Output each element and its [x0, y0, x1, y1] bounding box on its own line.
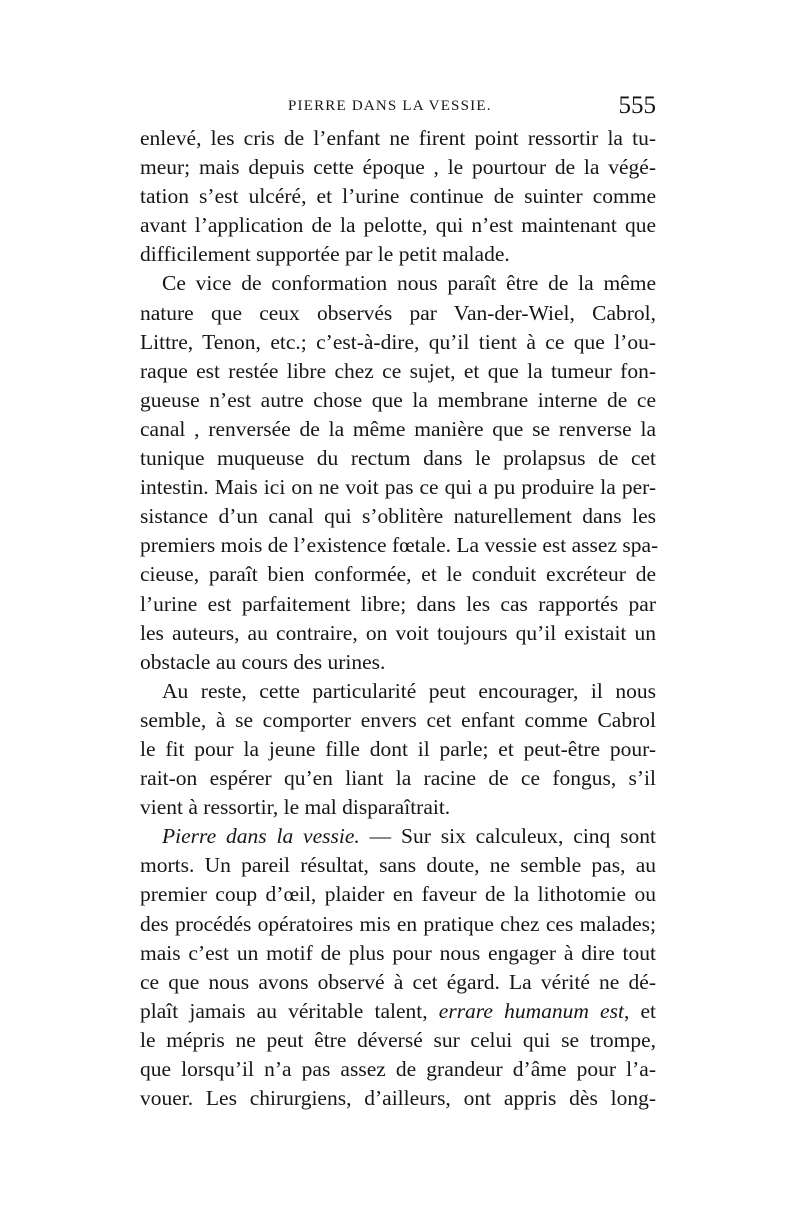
- text-line: obstacle au cours des urines.: [140, 649, 386, 674]
- text-line: difficilement supportée par le petit malade.: [140, 242, 510, 267]
- page-number: 555: [618, 92, 656, 119]
- text-line: vouer. Les chirurgiens, d’ailleurs, ont appris dès long-: [140, 1086, 656, 1111]
- text-run: — Sur six calculeux, cinq sont: [369, 824, 657, 849]
- text-line: les auteurs, au contraire, on voit toujours qu’il existait un: [140, 620, 656, 645]
- text-line: canal , renversée de la même manière que se renverse la: [140, 416, 656, 441]
- text-line: [140, 997, 656, 1026]
- text-line: meur; mais depuis cette époque , le pourtour de la végé-: [140, 155, 656, 180]
- text-line: semble, à se comporter envers cet enfant comme Cabrol: [140, 707, 656, 732]
- text-line: le mépris ne peut être déversé sur celui qui se trompe,: [140, 1027, 656, 1052]
- text-line: [140, 822, 656, 851]
- latin-phrase-italic: errare humanum est: [438, 998, 624, 1023]
- text-line: premiers mois de l’existence fœtale. La vessie est assez spa-: [140, 533, 659, 558]
- text-line: ce que nous avons observé à cet égard. La vérité ne dé-: [140, 969, 656, 994]
- text-line: des procédés opératoires mis en pratique chez ces malades;: [140, 911, 656, 936]
- text-line: nature que ceux observés par Van-der-Wiel, Cabrol,: [140, 300, 656, 325]
- text-line: tunique muqueuse du rectum dans le prolapsus de cet: [140, 446, 656, 471]
- running-title: PIERRE DANS LA VESSIE.: [288, 98, 492, 114]
- text-line: enlevé, les cris de l’enfant ne firent point ressortir la tu-: [140, 126, 656, 150]
- text-line: gueuse n’est autre chose que la membrane interne de ce: [140, 387, 656, 412]
- text-run: , et: [623, 998, 656, 1023]
- text-line: Ce vice de conformation nous paraît être de la même: [162, 271, 656, 296]
- text-line: raque est restée libre chez ce sujet, et que la tumeur fon-: [140, 358, 656, 383]
- text-line: le fit pour la jeune fille dont il parle; et peut-être pour-: [140, 736, 656, 761]
- text-line: tation s’est ulcéré, et l’urine continue de suinter comme: [140, 184, 656, 209]
- text-line: cieuse, paraît bien conformée, et le conduit excréteur de: [140, 562, 656, 587]
- text-line: morts. Un pareil résultat, sans doute, ne semble pas, au: [140, 853, 656, 878]
- text-line: mais c’est un motif de plus pour nous engager à dire tout: [140, 940, 656, 965]
- text-line: premier coup d’œil, plaider en faveur de la lithotomie ou: [140, 882, 656, 907]
- section-heading-italic: Pierre dans la vessie.: [162, 824, 360, 849]
- text-line: l’urine est parfaitement libre; dans les cas rapportés par: [140, 591, 656, 616]
- text-line: sistance d’un canal qui s’oblitère naturellement dans les: [140, 504, 656, 529]
- text-line: vient à ressortir, le mal disparaîtrait.: [140, 795, 451, 820]
- text-line: Littre, Tenon, etc.; c’est-à-dire, qu’il tient à ce que l’ou-: [140, 329, 656, 354]
- text-run: plaît jamais au véritable talent,: [140, 998, 439, 1023]
- text-line: Au reste, cette particularité peut encourager, il nous: [162, 678, 656, 703]
- text-line: que lorsqu’il n’a pas assez de grandeur d’âme pour l’a-: [140, 1057, 656, 1081]
- text-line: rait-on espérer qu’en liant la racine de ce fongus, s’il: [140, 766, 656, 791]
- text-line: avant l’application de la pelotte, qui n’est maintenant que: [140, 213, 656, 238]
- text-line: intestin. Mais ici on ne voit pas ce qui a pu produire la per-: [140, 475, 656, 500]
- running-head: [140, 94, 656, 124]
- body-text: [140, 124, 659, 1113]
